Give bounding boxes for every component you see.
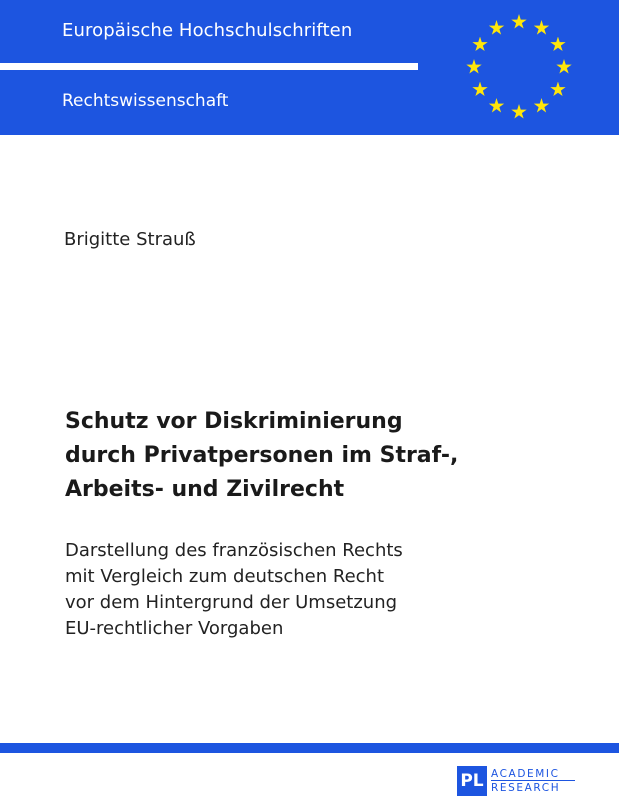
star-icon (489, 98, 505, 114)
book-subtitle (65, 538, 585, 642)
book-subtitle-line: Darstellung des französischen Rechts (65, 540, 403, 561)
publisher-logo (457, 766, 577, 796)
publisher-wordmark (491, 767, 560, 795)
author-name: Brigitte Strauß (64, 229, 196, 250)
bottom-rule (0, 743, 619, 753)
book-title (65, 405, 585, 507)
series-band (0, 0, 619, 135)
series-subtitle: Rechtswissenschaft (62, 91, 229, 111)
book-subtitle-line: EU-rechtlicher Vorgaben (65, 618, 284, 639)
publisher-mark: PL (457, 766, 487, 796)
publisher-wordmark-divider (491, 780, 575, 781)
series-divider (0, 63, 418, 70)
book-title-line: Schutz vor Diskriminierung (65, 409, 403, 434)
star-icon (534, 20, 550, 36)
star-icon (550, 82, 566, 98)
publisher-line-2: RESEARCH (491, 782, 561, 794)
star-icon (511, 104, 527, 120)
book-subtitle-line: vor dem Hintergrund der Umsetzung (65, 592, 398, 613)
star-icon (550, 37, 566, 53)
star-icon (489, 20, 505, 36)
star-icon (556, 59, 572, 75)
star-icon (472, 37, 488, 53)
series-title: Europäische Hochschulschriften (62, 20, 353, 41)
star-icon (472, 82, 488, 98)
eu-stars-emblem (459, 10, 579, 125)
star-icon (466, 59, 482, 75)
star-icon (534, 98, 550, 114)
publisher-line-1: ACADEMIC (491, 768, 560, 780)
book-title-line: Arbeits- und Zivilrecht (65, 477, 345, 502)
star-icon (511, 14, 527, 30)
book-subtitle-line: mit Vergleich zum deutschen Recht (65, 566, 385, 587)
book-title-line: durch Privatpersonen im Straf-, (65, 443, 459, 468)
